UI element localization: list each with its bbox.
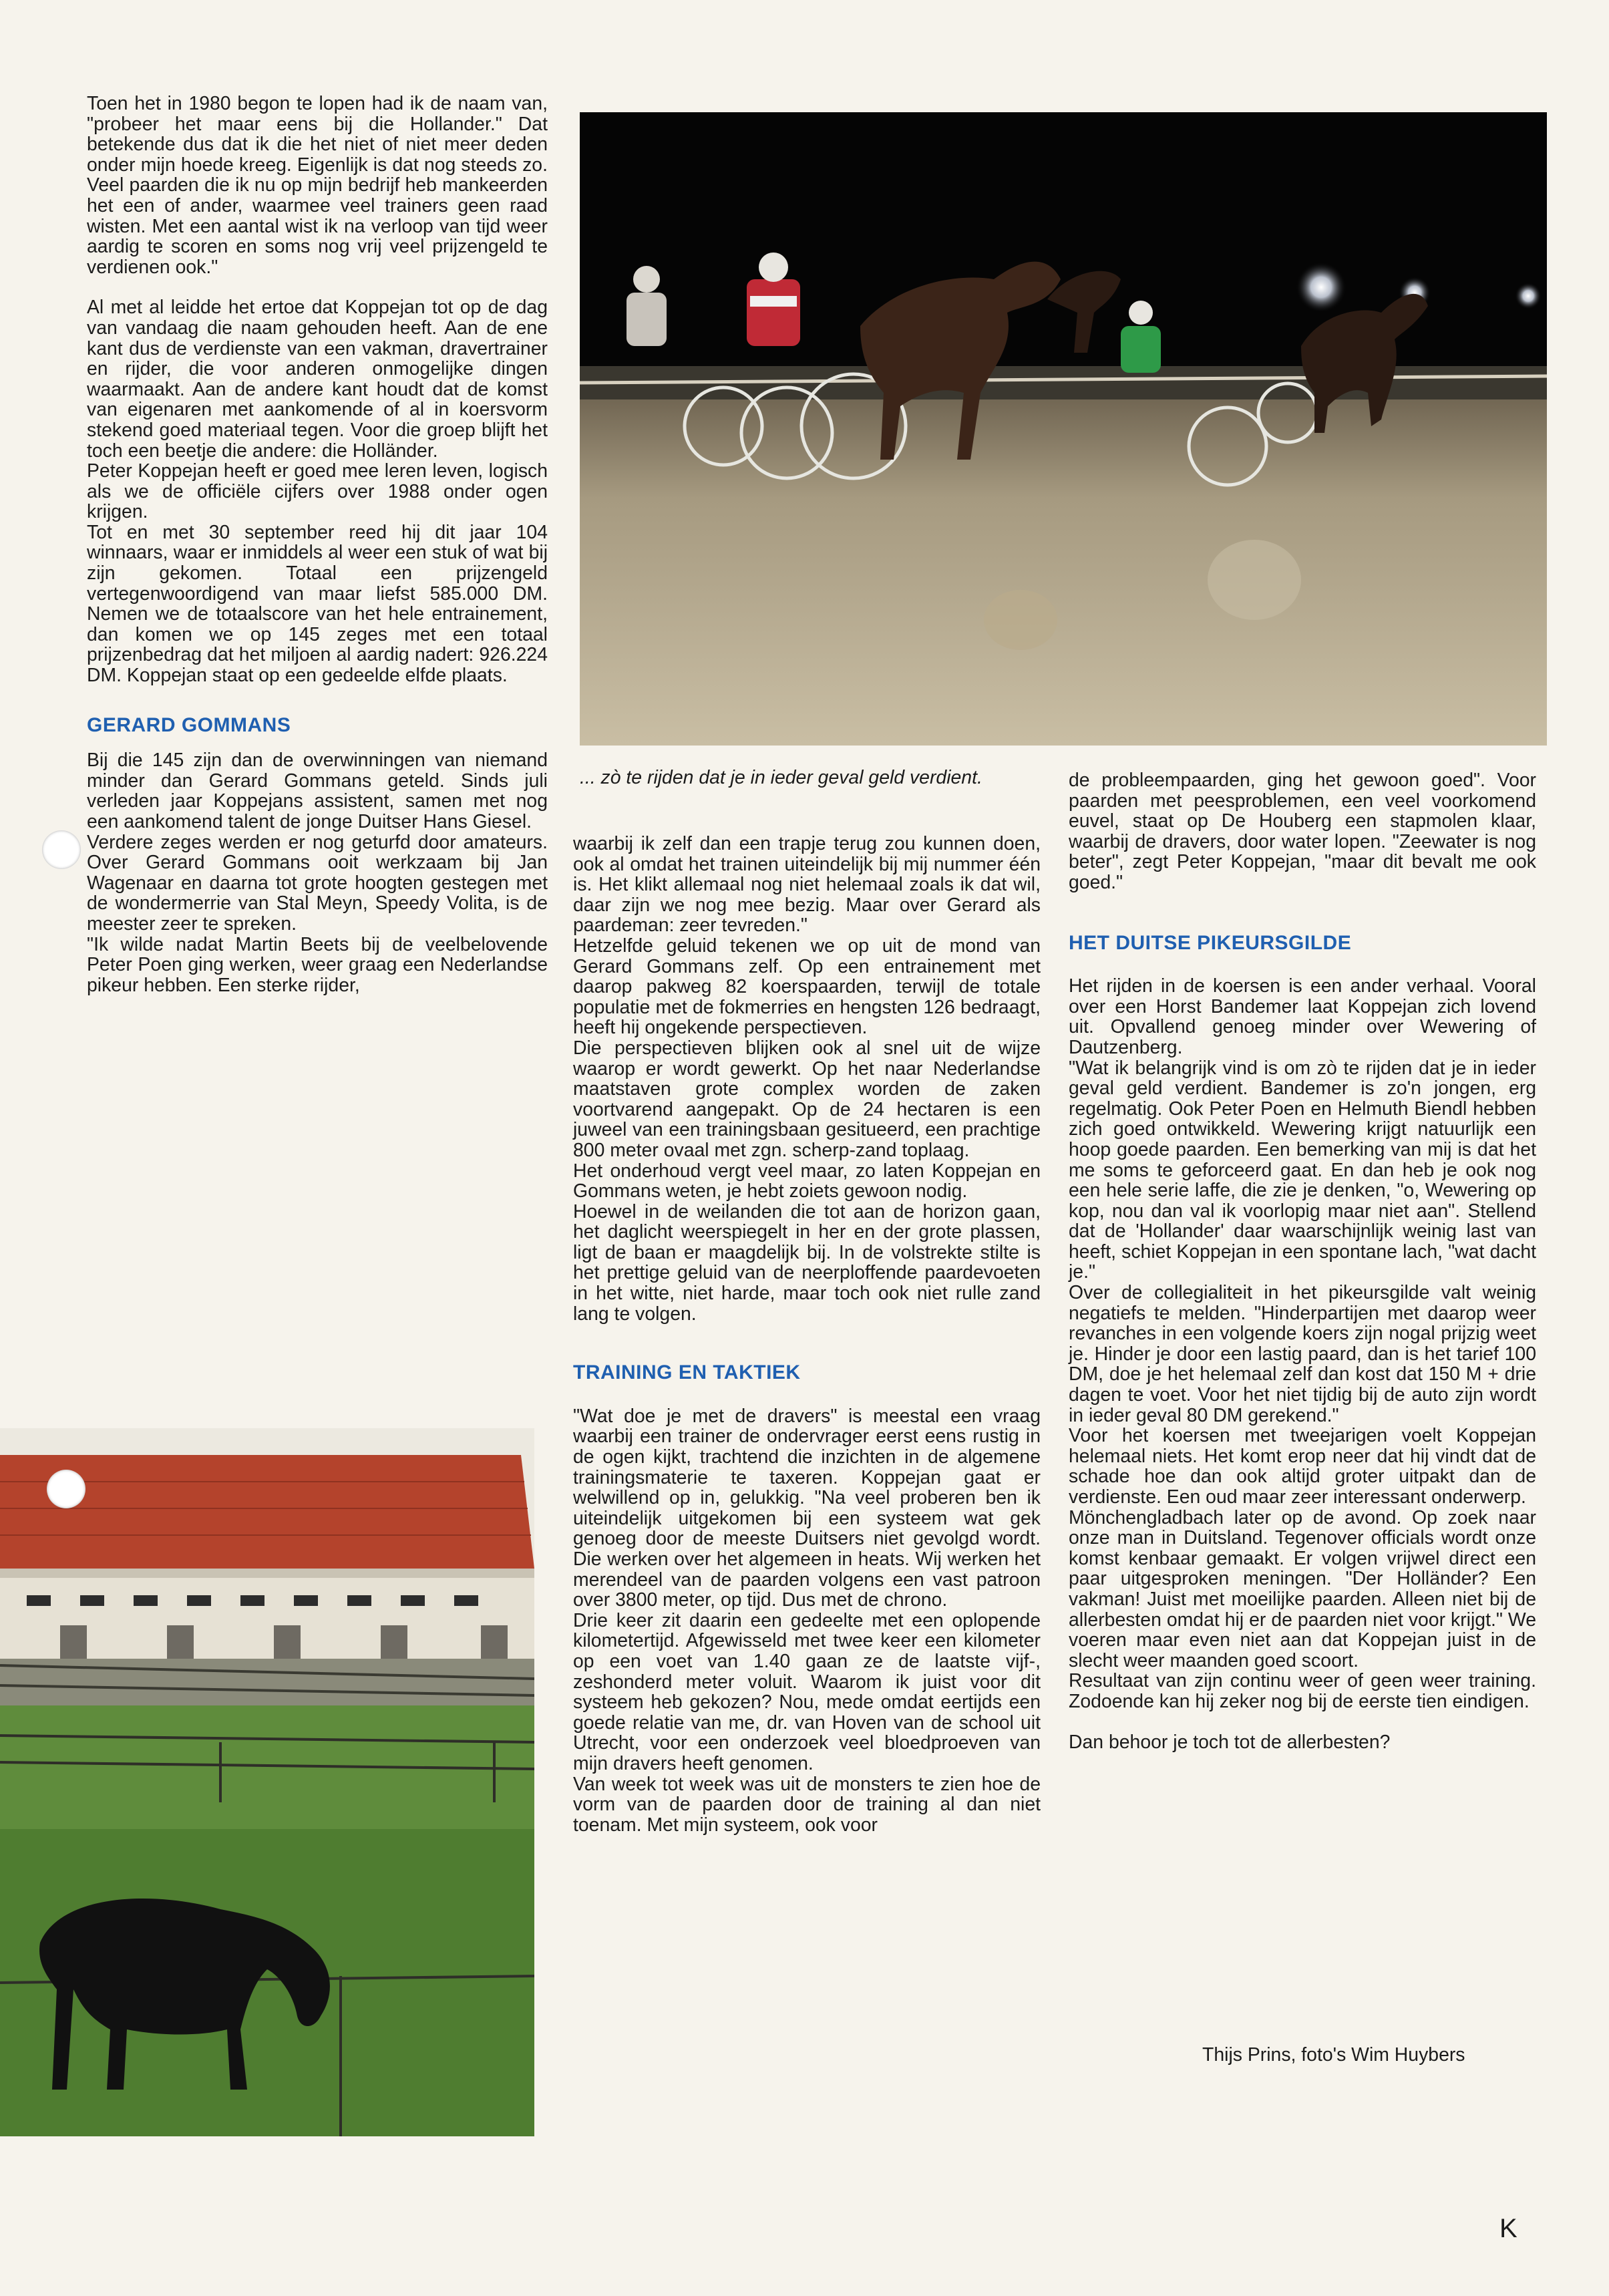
paragraph: Het onderhoud vergt veel maar, zo laten Koppejan en Gommans weten, je hebt zoiets gewoon nodig. [573,1160,1041,1202]
paragraph: Resultaat van zijn continu weer of geen weer training. Zodoende kan hij zeker nog bij de eerste tien eindigen. [1069,1670,1536,1712]
paragraph: de probleempaarden, ging het gewoon goed". Voor paarden met peesproblemen, een veel voorkomend euvel, staat op De Houberg een stapmolen klaar, waarbij de dravers, door water lopen. "Zeewater is nog beter", zegt Peter Koppejan, "maar dit bevalt me ook goed." [1069,770,1536,893]
harness-racing-photo [580,112,1547,746]
paragraph: Voor het koersen met tweejarigen voelt Koppejan helemaal niets. Het komt erop neer dat hij vindt dat de schade hoe dan ook altijd groter uitpakt dan de verdienste. Een oud maar zeer interessant onderwerp. [1069,1425,1536,1508]
paragraph: Tot en met 30 september reed hij dit jaar 104 winnaars, waar er inmiddels al weer een stuk of wat bij zijn gekomen. Totaal een prijzengeld vertegenwoordigend van maar liefst 585.000 DM. Nemen we de totaalscore van het hele entrainement, dan komen we op 145 zeges met een totaal prijzenbedrag dat het miljoen al aardig nadert: 926.224 DM. Koppejan staat op een gedeelde elfde plaats. [87,521,548,687]
paragraph: Hoewel in de weilanden die tot aan de horizon gaan, het daglicht weerspiegelt in her en der grote plassen, ligt de baan er maagdelijk bij. In de volstrekte stilte is het prettige geluid van de neerploffende paardevoeten in het witte, niet harde, maar toch ook niet rulle zand lang te volgen. [573,1200,1041,1325]
paragraph: Bij die 145 zijn dan de overwinningen van niemand minder dan Gerard Gommans geteld. Sinds juli verleden jaar Koppejans assistent, samen met nog een aankomend talent de jonge Duitser Hans Giesel. [87,750,548,832]
paragraph: Drie keer zit daarin een gedeelte met een oplopende kilometertijd. Afgewisseld met twee keer een kilometer op een voet van 1.40 gaan ze de laatste vijf-, zeshonderd meter voluit. Waarom ik juist voor dit systeem heb gekozen? Nou, mede omdat eertijds een goede relatie van me, dr. van Hoven van de school uit Utrecht, voor een onderzoek veel bloedproeven van mijn dravers heeft genomen. [573,1609,1041,1774]
byline: Thijs Prins, foto's Wim Huybers [1202,2044,1465,2066]
paragraph: waarbij ik zelf dan een trapje terug zou kunnen doen, ook al omdat het trainen uiteindelijk bij mij nummer één is. Het klikt allemaal nog niet helemaal zoals ik dat wil, daar zijn we nog mee bezig. Maar over Gerard als paardeman: zeer tevreden." [573,833,1041,937]
section-heading-training-en-taktiek: TRAINING EN TAKTIEK [573,1361,801,1384]
closing-line: Dan behoor je toch tot de allerbesten? [1069,1731,1391,1753]
page-marker: K [1499,2214,1517,2243]
paragraph: Over de collegialiteit in het pikeursgilde valt weinig negatiefs te melden. "Hinderpartijen met daarop weer revanches in een volgende koers zijn nogal prijzig weet je. Hinder je door een lastig paard, dan is het tarief 100 DM, doe je het helemaal zelf dan kost dat 150 M + drie dagen te voet. Voor het niet tijdig bij de auto zijn wordt in ieder geval 80 DM gerekend." [1069,1282,1536,1426]
column-3 [1069,770,1536,1752]
paragraph: Toen het in 1980 begon te lopen had ik de naam van, "probeer het maar eens bij die Hollander." Dat betekende dus dat ik die het niet of niet meer deden onder mijn hoede kreeg. Eigenlijk is dat nog steeds zo. Veel paarden die ik nu op mijn bedrijf heb mankeerden het een of ander, waarmee veel trainers geen raad wisten. Met een aantal wist ik na verloop van tijd weer aardig te scoren en soms nog vrij veel prijzengeld te verdienen ook." [87,93,548,278]
photo-caption: ... zò te rijden dat je in ieder geval geld verdient. [580,767,982,788]
paragraph: Het rijden in de koersen is een ander verhaal. Vooral over een Horst Bandemer laat Koppejan zich lovend uit. Opvallend genoeg minder over Wewering of Dautzenberg. [1069,975,1536,1058]
stable-horse-photo [0,1428,534,2136]
column-2 [573,834,1041,1835]
paragraph: "Wat doe je met de dravers" is meestal een vraag waarbij een trainer de ondervrager eerst eens rustig in de ogen kijkt, trachtend die inzichten in de algemene trainingsmaterie te taxeren. Koppejan gaat er welwillend op in, gelukkig. "Na veel proberen ben ik uiteindelijk uitgekomen bij een systeem wat gek genoeg door de meeste Duitsers niet gevolgd wordt. Die werken over het algemeen in heats. Wij werken het merendeel van de paarden volgens een vast patroon over 3800 meter, op tijd. Dus met de chrono. [573,1405,1041,1611]
paragraph: Verdere zeges werden er nog geturfd door amateurs. Over Gerard Gommans ooit werkzaam bij Jan Wagenaar en daarna tot grote hoogten gestegen met de wondermerrie van Stal Meyn, Speedy Volita, is de meester zeer te spreken. [87,831,548,935]
paragraph: Die perspectieven blijken ook al snel uit de wijze waarop er wordt gewerkt. Op het naar Nederlandse maatstaven grote complex worden de zaken voortvarend aangepakt. Op de 24 hectaren is een juweel van een trainingsbaan gesitueerd, een prachtige 800 meter ovaal met zgn. scherp-zand toplaag. [573,1037,1041,1161]
paragraph: Van week tot week was uit de monsters te zien hoe de vorm van de paarden door de training al dan niet toenam. Met mijn systeem, ook voor [573,1773,1041,1836]
column-1 [87,94,548,995]
section-heading-gerard-gommans: GERARD GOMMANS [87,713,291,736]
paragraph: "Wat ik belangrijk vind is om zò te rijden dat je in ieder geval geld verdient. Bandemer is zo'n jongen, erg regelmatig. Ook Peter Poen en Helmuth Biendl hebben zich goed ontwikkeld. Wewering krijgt natuurlijk een hoop goede paarden. Een bemerking van mij is dat het me soms te geforceerd gaat. En dan heb je ook nog een hele serie laffe, die zie je denken, "o, Wewering op kop, nou dan val ik voorlopig maar niet aan". Stellend dat de 'Hollander' daar waarschijnlijk weinig last van heeft, schiet Koppejan in een spontane lach, "wat dacht je." [1069,1057,1536,1283]
punch-hole [42,830,81,869]
punch-hole [47,1470,85,1508]
paragraph: "Ik wilde nadat Martin Beets bij de veelbelovende Peter Poen ging werken, weer graag een Nederlandse pikeur hebben. Een sterke rijder, [87,933,548,996]
paragraph: Peter Koppejan heeft er goed mee leren leven, logisch als we de officiële cijfers over 1988 onder ogen krijgen. [87,460,548,523]
paragraph: Hetzelfde geluid tekenen we op uit de mond van Gerard Gommans zelf. Op een entrainement met daarop pakweg 82 koerspaarden, terwijl de totale populatie met de fokmerries en hengsten 126 bedraagt, heeft hij ongekende perspectieven. [573,935,1041,1039]
section-heading-het-duitse-pikeursgilde: HET DUITSE PIKEURSGILDE [1069,931,1352,954]
paragraph: Al met al leidde het ertoe dat Koppejan tot op de dag van vandaag die naam gehouden heeft. Aan de ene kant dus de verdienste van een vakman, dravertrainer en rijder, die voor anderen onmogelijke dingen waarmaakt. Aan de andere kant houdt dat de komst van eigenaren met aankomende of al in koersvorm stekend goed materiaal tegen. Voor die groep blijft het toch een beetje die andere: die Holländer. [87,297,548,462]
paragraph: Mönchengladbach later op de avond. Op zoek naar onze man in Duitsland. Tegenover officials wordt onze komst kenbaar gemaakt. Er volgen vrijwel direct een paar uitgesproken meningen. "Der Holländer? Een vakman! Juist met moeilijke paarden. Alleen niet bij de allerbesten omdat hij er de paarden niet voor krijgt." We voeren maar even niet aan dat Koppejan juist in de slecht weer maanden goed scoort. [1069,1506,1536,1671]
